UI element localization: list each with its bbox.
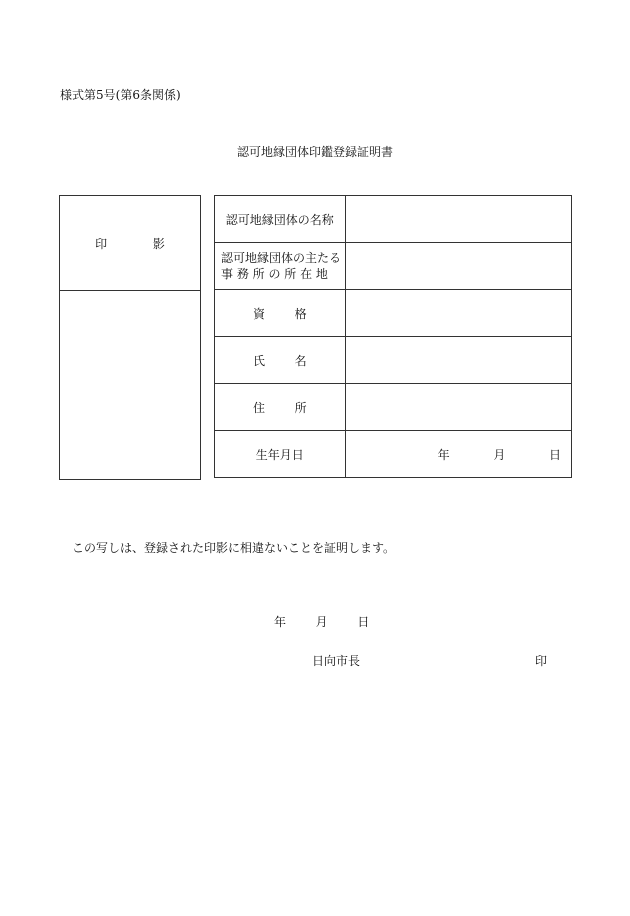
table-row: [215, 243, 572, 290]
table-row: [215, 337, 572, 384]
birth-month-unit: 月: [493, 447, 506, 462]
table-row: [215, 290, 572, 337]
table-row: [215, 384, 572, 431]
birth-day-unit: 日: [548, 447, 561, 462]
stamp-label-in: 印: [95, 236, 108, 251]
stamp-impression-area: [60, 291, 201, 480]
stamp-impression-header: [60, 196, 201, 291]
label-qualification-a: 資: [252, 306, 265, 321]
value-birth-date[interactable]: [345, 431, 571, 478]
issue-day-unit: 日: [357, 615, 370, 629]
seal-mark: 印: [535, 654, 548, 668]
label-address-b: 所: [294, 400, 307, 415]
label-qualification-b: 格: [294, 306, 307, 321]
label-office-address-line1: 認可地縁団体の主たる: [221, 251, 342, 265]
label-name-a: 氏: [252, 353, 265, 368]
birth-year-unit: 年: [437, 447, 450, 462]
label-name-b: 名: [294, 353, 307, 368]
issue-month-unit: 月: [315, 615, 328, 629]
label-office-address: [215, 243, 346, 290]
document-title: 認可地縁団体印鑑登録証明書: [236, 145, 393, 159]
label-address: [215, 384, 346, 431]
issuer-title: 日向市長: [312, 654, 361, 668]
value-group-name[interactable]: [345, 196, 571, 243]
label-group-name: 認可地縁団体の名称: [215, 196, 346, 243]
label-office-address-line2: 事 務 所 の 所 在 地: [221, 267, 328, 281]
label-qualification: [215, 290, 346, 337]
label-name: [215, 337, 346, 384]
label-address-a: 住: [252, 400, 265, 415]
certification-statement: この写しは、登録された印影に相違ないことを証明します。: [72, 541, 396, 555]
registration-info-table: [214, 195, 572, 478]
issue-date: [274, 613, 369, 630]
issue-year-unit: 年: [274, 615, 287, 629]
value-name[interactable]: [345, 337, 571, 384]
value-qualification[interactable]: [345, 290, 571, 337]
stamp-impression-table: [59, 195, 201, 480]
label-birth-date: 生年月日: [215, 431, 346, 478]
stamp-label-ei: 影: [152, 236, 165, 251]
value-office-address[interactable]: [345, 243, 571, 290]
value-address[interactable]: [345, 384, 571, 431]
table-row: [215, 196, 572, 243]
form-number: 様式第5号(第6条関係): [60, 88, 181, 102]
table-row: [215, 431, 572, 478]
